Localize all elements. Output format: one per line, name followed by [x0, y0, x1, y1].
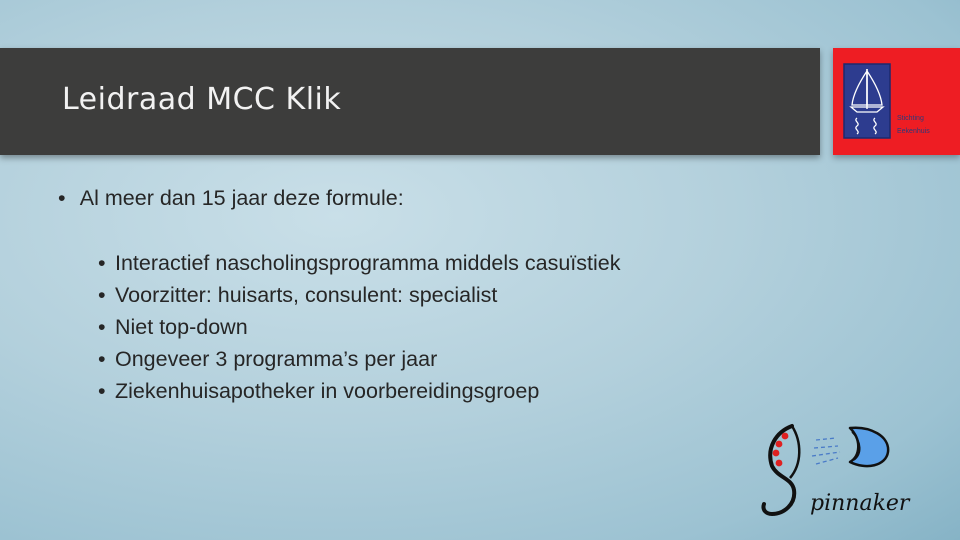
sailboat-emblem-icon [843, 63, 891, 139]
list-item: • Ongeveer 3 programma’s per jaar [98, 343, 620, 375]
organization-logo [833, 48, 960, 155]
main-bullet [58, 186, 404, 211]
slide-title: Leidraad MCC Klik [62, 82, 342, 117]
sub-bullet-list [98, 247, 620, 407]
bullet-marker: • [98, 315, 106, 339]
spinnaker-logo-text: pinnaker [810, 491, 910, 516]
list-item: • Voorzitter: huisarts, consulent: specialist [98, 279, 620, 311]
bullet-marker: • [98, 251, 106, 275]
list-item: • Niet top-down [98, 311, 620, 343]
list-item: • Ziekenhuisapotheker in voorbereidingsgroep [98, 375, 620, 407]
logo-text: Stichting Eekenhuis [897, 115, 930, 135]
bullet-marker: • [98, 379, 106, 403]
bullet-marker: • [98, 283, 106, 307]
bullet-marker: • [98, 347, 106, 371]
spinnaker-logo [758, 418, 948, 526]
main-bullet-text: Al meer dan 15 jaar deze formule: [79, 186, 404, 210]
bullet-marker: • [58, 186, 66, 210]
list-item: • Interactief nascholingsprogramma middels casuïstiek [98, 247, 620, 279]
